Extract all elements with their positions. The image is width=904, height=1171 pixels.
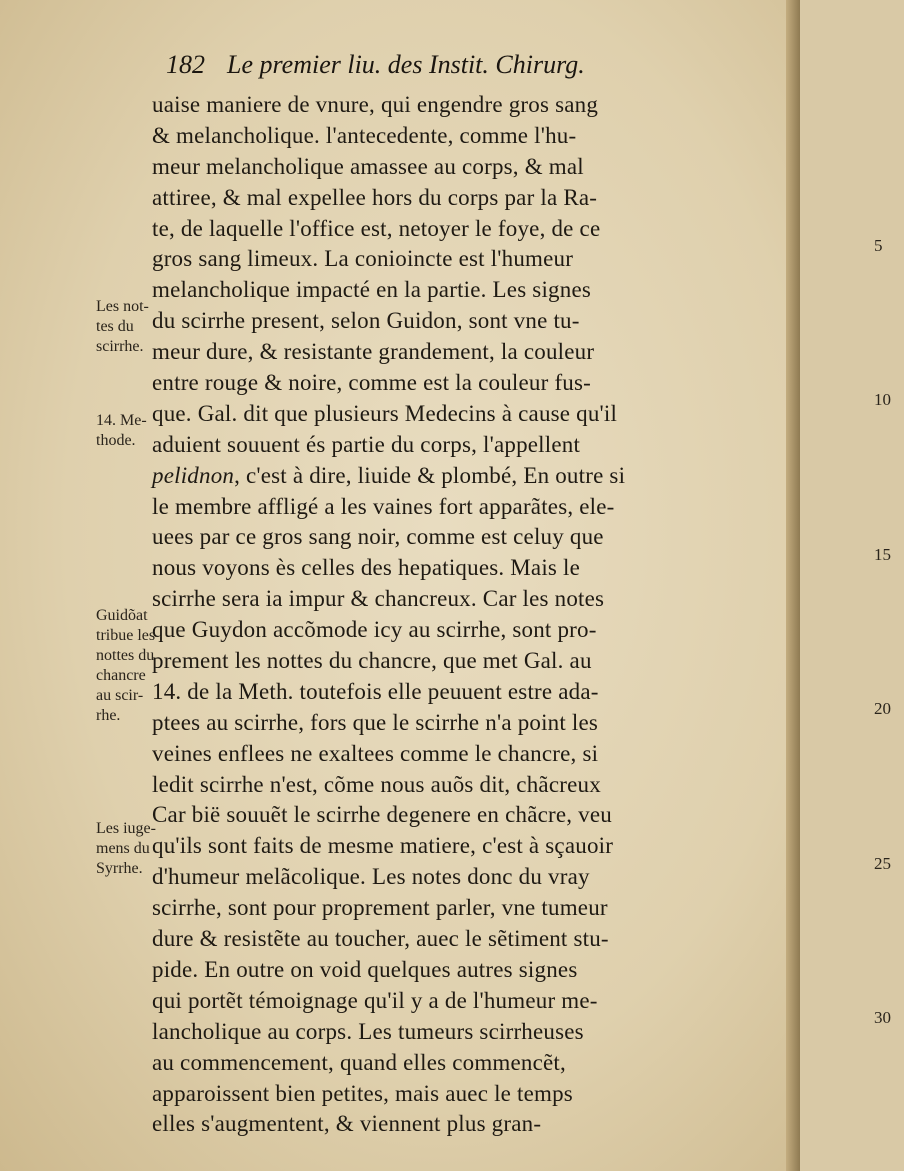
text-line: d'humeur melãcolique. Les notes donc du vray (152, 864, 590, 890)
margin-note-line: 14. Me- (96, 412, 147, 430)
text-line: scirrhe sera ia impur & chancreux. Car les notes (152, 586, 605, 612)
text-line: pide. En outre on void quelques autres signes (152, 956, 578, 982)
text-line: au commencement, quand elles commencẽt, (152, 1049, 566, 1075)
text-line: veines enflees ne exaltees comme le chancre, si (152, 740, 599, 766)
text-line: que Guydon accõmode icy au scirrhe, sont pro- (152, 617, 597, 643)
margin-note-line: rhe. (96, 707, 121, 725)
text-line: dure & resistẽte au toucher, auec le sẽtiment stu- (152, 926, 609, 952)
text-line: attiree, & mal expellee hors du corps par la Ra- (152, 184, 598, 210)
text-line: apparoissent bien petites, mais auec le temps (152, 1080, 573, 1106)
running-title: Le premier liu. des Instit. Chirurg. (227, 50, 585, 79)
margin-note (96, 297, 200, 357)
text-line: qui portẽt témoignage qu'il y a de l'humeur me- (152, 987, 598, 1013)
line-number: 20 (874, 699, 891, 719)
line-number: 10 (874, 390, 891, 410)
margin-note-line: thode. (96, 432, 136, 450)
folio-number: 182 (166, 50, 205, 79)
text-line: 14. de la Meth. toutefois elle peuuent estre ada- (152, 678, 599, 704)
text-line: aduient souuent és partie du corps, l'appellent (152, 431, 581, 457)
margin-note-line: mens du (96, 840, 150, 858)
margin-note-line: tribue les (96, 627, 156, 645)
line-number: 5 (874, 235, 883, 255)
margin-note-line: Les not- (96, 298, 149, 316)
running-header (166, 50, 686, 94)
margin-note-line: Guidõat (96, 607, 148, 625)
margin-note-line: nottes du (96, 647, 155, 665)
margin-note-line: Les iuge- (96, 820, 156, 838)
text-line: ledit scirrhe n'est, cõme nous auõs dit, chãcreux (152, 771, 601, 797)
text-line: ptees au scirrhe, fors que le scirrhe n'a point les (152, 709, 599, 735)
text-line: te, de laquelle l'office est, netoyer le foye, de ce (152, 215, 601, 241)
text-line: entre rouge & noire, comme est la couleur fus- (152, 370, 592, 396)
body-text (96, 90, 891, 1140)
italic-term: pelidnon (152, 462, 235, 488)
text-line: gros sang limeux. La conioincte est l'humeur (152, 246, 574, 272)
margin-note-line: scirrhe. (96, 338, 144, 356)
line-number: 15 (874, 544, 891, 564)
text-line: le membre affligé a les vaines fort apparãtes, ele- (152, 493, 615, 519)
text-line: uees par ce gros sang noir, comme est celuy que (152, 524, 604, 550)
text-line: & melancholique. l'antecedente, comme l'hu- (152, 122, 577, 148)
text-line: meur dure, & resistante grandement, la couleur (152, 339, 595, 365)
text-line: qu'ils sont faits de mesme matiere, c'est à sçauoir (152, 833, 614, 859)
text-line: elles s'augmentent, & viennent plus gran- (152, 1111, 542, 1137)
text-line: scirrhe, sont pour proprement parler, vne tumeur (152, 895, 608, 921)
margin-note (96, 819, 200, 879)
margin-note (96, 606, 200, 726)
margin-note (96, 411, 200, 451)
text-line: prement les nottes du chancre, que met Gal. au (152, 648, 592, 674)
margin-note-line: Syrrhe. (96, 860, 143, 878)
text-line: lancholique au corps. Les tumeurs scirrheuses (152, 1018, 584, 1044)
text-line: du scirrhe present, selon Guidon, sont vne tu- (152, 308, 580, 334)
margin-note-line: au scir- (96, 687, 144, 705)
text-line: nous voyons ès celles des hepatiques. Mais le (152, 555, 581, 581)
text-line: melancholique impacté en la partie. Les signes (152, 277, 592, 303)
page-spine-edge (786, 0, 800, 1171)
text-line: Car bië souuẽt le scirrhe degenere en chãcre, veu (152, 802, 612, 828)
line-number: 30 (874, 1008, 891, 1028)
line-number: 25 (874, 853, 891, 873)
text-line: meur melancholique amassee au corps, & mal (152, 153, 584, 179)
margin-note-line: tes du (96, 318, 134, 336)
text-line: uaise maniere de vnure, qui engendre gros sang (152, 92, 599, 117)
margin-note-line: chancre (96, 667, 146, 685)
text-line: pelidnon, c'est à dire, liuide & plombé, En outre si (152, 462, 626, 488)
text-line: que. Gal. dit que plusieurs Medecins à cause qu'il (152, 400, 618, 426)
